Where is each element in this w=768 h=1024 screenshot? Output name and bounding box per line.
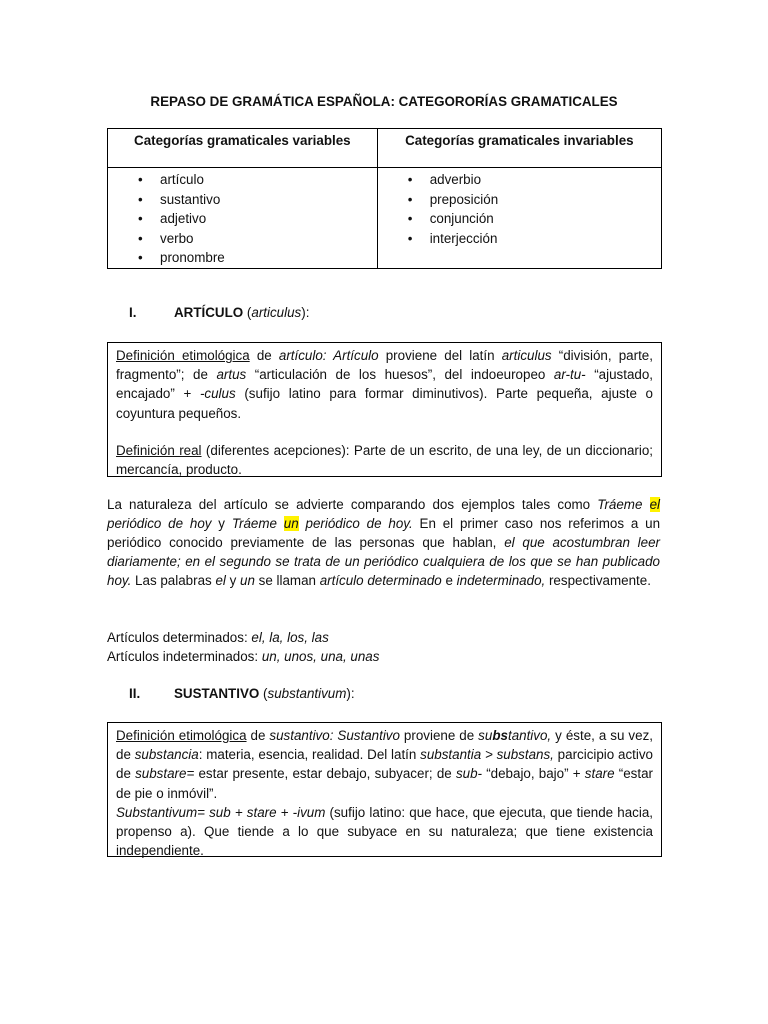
categories-table: [107, 128, 662, 269]
invariables-cell: [377, 168, 661, 269]
variables-cell: [108, 168, 378, 269]
real-definition: Definición real (diferentes acepciones): Parte de un escrito, de una ley, de un diccionario; mercancía, producto.: [116, 442, 653, 478]
list-item: • artículo: [160, 170, 377, 190]
section-latin: articulus: [251, 305, 302, 320]
section-heading-sustantivo: II. SUSTANTIVO (substantivum):: [129, 686, 355, 701]
section-number: II.: [129, 686, 141, 701]
header-variables: Categorías gramaticales variables: [108, 129, 378, 168]
header-invariables: Categorías gramaticales invariables: [377, 129, 661, 168]
articulo-definition-box: [107, 342, 662, 477]
variables-list: [108, 170, 377, 268]
articulo-paragraph: La naturaleza del artículo se advierte comparando dos ejemplos tales como Tráeme el periódico de hoy y Tráeme un periódico de hoy. En el primer caso nos referimos a un periódico conocido previamente de las personas que hablan, el que acostumbran leer diariamente; en el segundo se trata de un periódico cualquiera de los que se han publicado hoy. Las palabras el y un se llaman artículo determinado e indeterminado, respectivamente.: [107, 497, 661, 588]
section-word: SUSTANTIVO: [174, 686, 260, 701]
indetermined-articles: Artículos indeterminados: un, unos, una, unas: [107, 649, 380, 664]
list-item: • pronombre: [160, 248, 377, 268]
list-item: • adverbio: [430, 170, 661, 190]
list-item: • conjunción: [430, 209, 661, 229]
highlight-un: un: [283, 516, 299, 531]
sustantivo-definition-box: [107, 722, 662, 857]
section-latin: substantivum: [267, 686, 347, 701]
list-item: • interjección: [430, 229, 661, 249]
section-word: ARTÍCULO: [174, 305, 244, 320]
highlight-el: el: [649, 497, 660, 512]
list-item: • sustantivo: [160, 190, 377, 210]
section-number: I.: [129, 305, 137, 320]
list-item: • verbo: [160, 229, 377, 249]
etymological-definition: Definición etimológica de artículo: Artículo proviene del latín articulus “división, parte, fragmento”; de artus “articulación de los huesos”, del indoeuropeo ar-tu- “ajustado, encajado” + -culus (sufijo latino para formar diminutivos). Parte pequeña, ajuste o coyuntura pequeños.: [116, 348, 654, 421]
list-item: • preposición: [430, 190, 661, 210]
etymological-definition: Definición etimológica de sustantivo: Sustantivo proviene de substantivo, y éste, a su vez, de substancia: materia, esencia, realidad. Del latín substantia > substans, parcicipio activo de substare= estar presente, estar debajo, subyacer; de sub- “debajo, bajo” + stare “estar de pie o inmóvil”. Substantivum= sub + stare + -ivum (sufijo latino: que hace, que ejecuta, que tiende hacia, propenso a). Que tiende a lo que subyace en su naturaleza; que tiene existencia independiente.: [116, 728, 654, 859]
determined-articles: Artículos determinados: el, la, los, las: [107, 630, 329, 645]
document-title: REPASO DE GRAMÁTICA ESPAÑOLA: CATEGORORÍAS GRAMATICALES: [150, 94, 618, 109]
list-item: • adjetivo: [160, 209, 377, 229]
invariables-list: [378, 170, 661, 248]
section-heading-articulo: I. ARTÍCULO (articulus):: [129, 305, 310, 320]
